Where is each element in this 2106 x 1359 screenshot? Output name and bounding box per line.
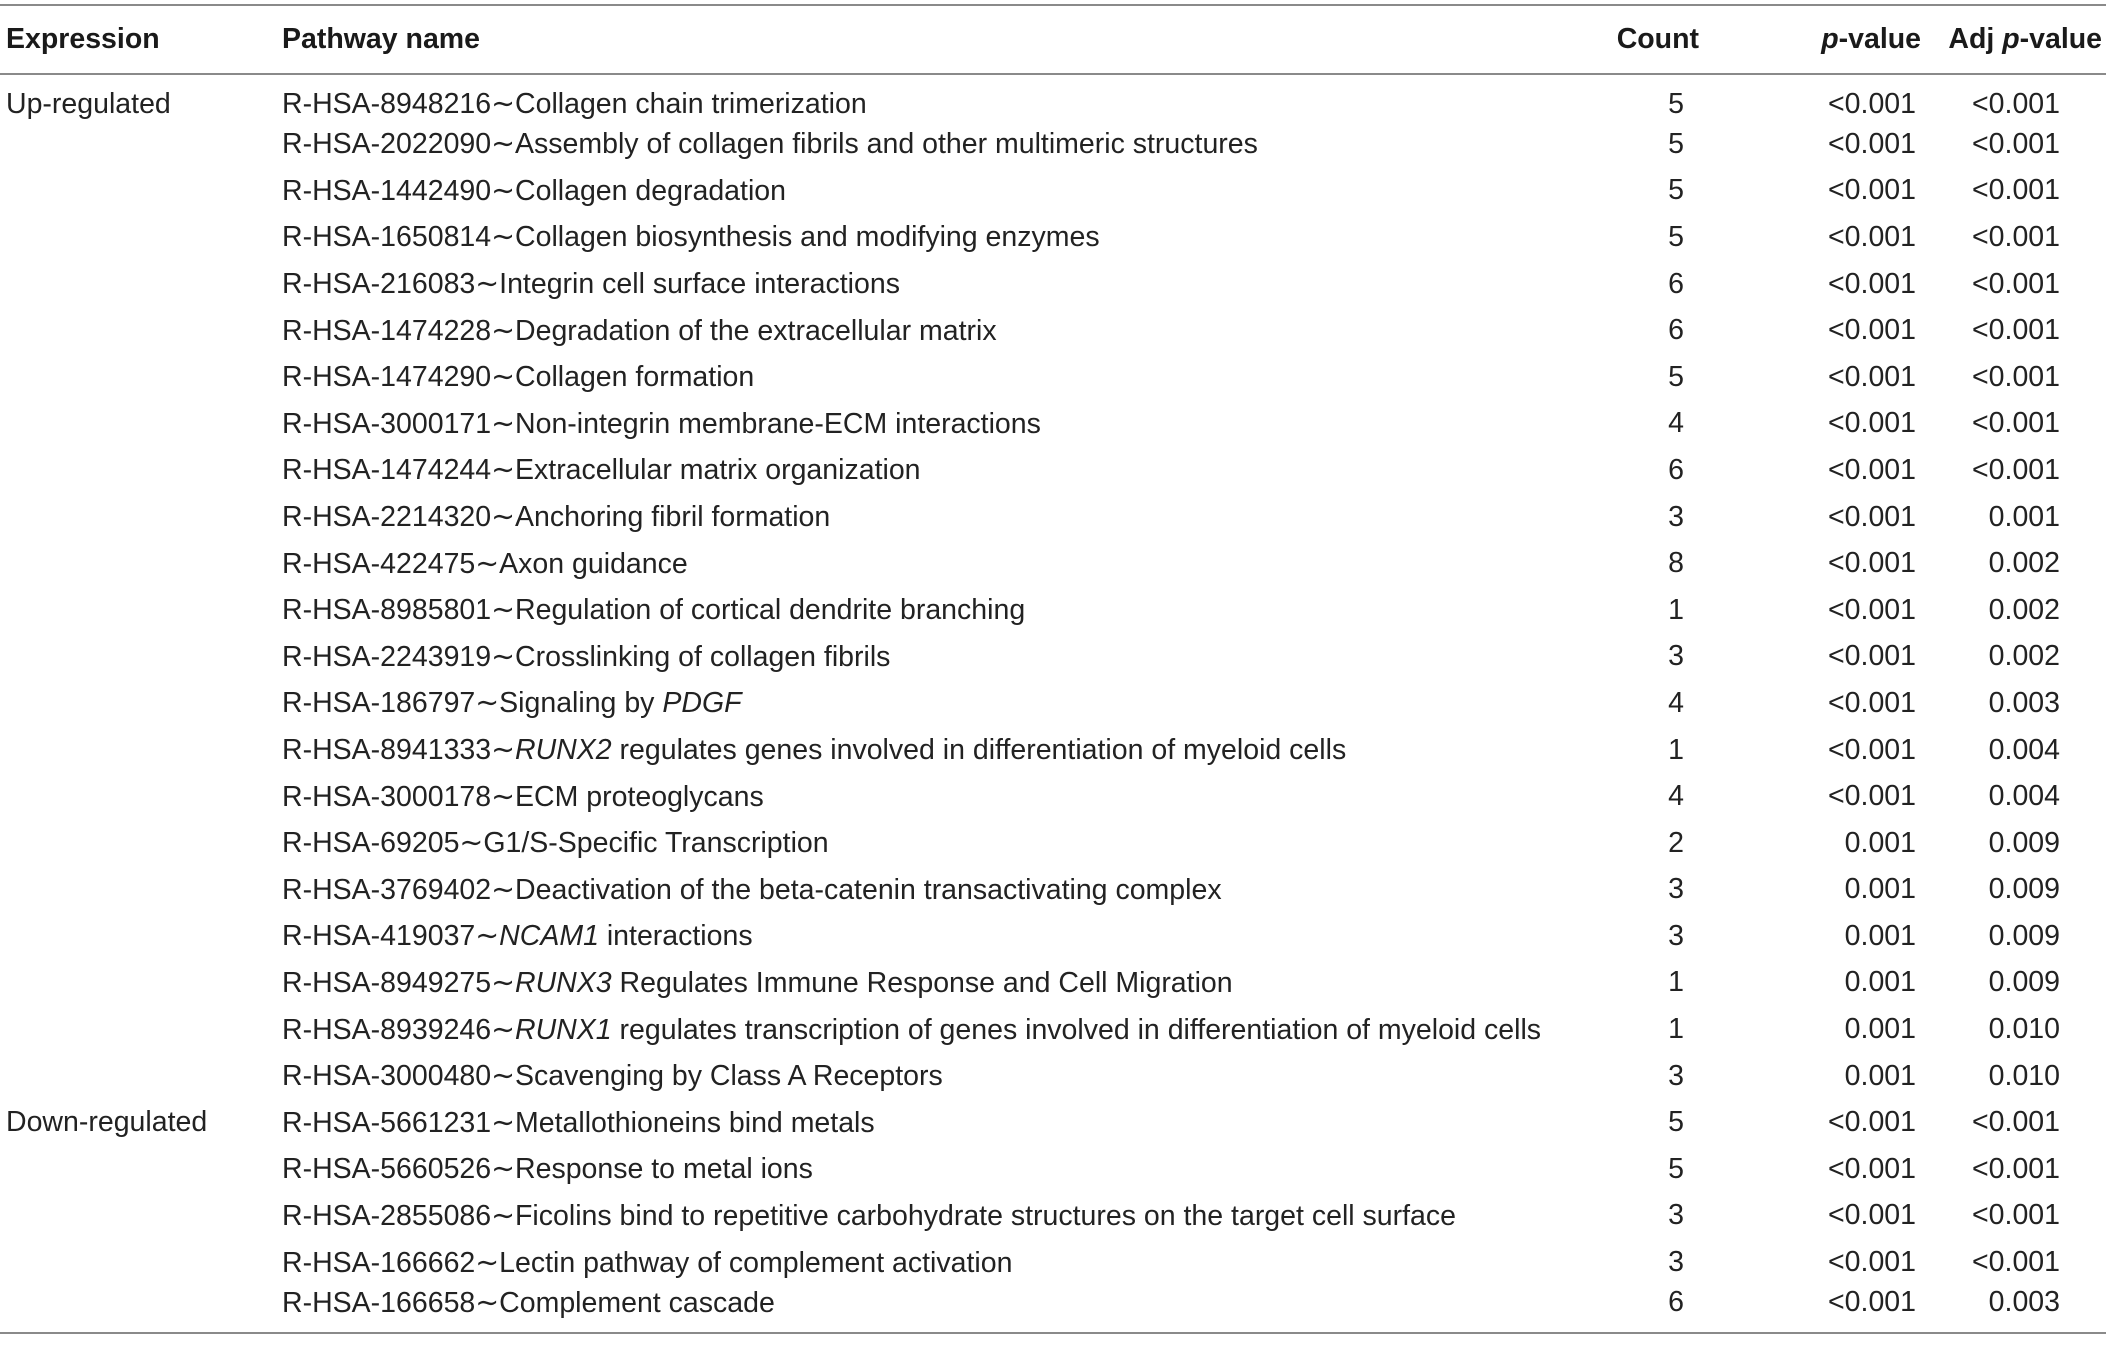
count-cell: 5 xyxy=(1668,1152,1684,1185)
pathway-separator: ∼ xyxy=(475,920,500,953)
pathway-separator: ∼ xyxy=(459,827,484,860)
pathway-separator: ∼ xyxy=(491,594,516,627)
pathway-separator: ∼ xyxy=(475,687,500,720)
p-value-cell: <0.001 xyxy=(1828,686,1916,719)
table-row xyxy=(0,773,2106,820)
pathway-name-cell xyxy=(282,307,1556,354)
pathway-name-cell xyxy=(282,74,1556,121)
pathway-text: Non-integrin membrane-ECM interactions xyxy=(515,407,1041,440)
expression-cell xyxy=(0,1006,282,1053)
table-row xyxy=(0,1286,2106,1333)
pathway-separator: ∼ xyxy=(491,734,516,767)
expression-cell xyxy=(0,867,282,914)
pathway-separator: ∼ xyxy=(475,1246,500,1279)
count-cell: 3 xyxy=(1668,873,1684,906)
pathway-gene: NCAM1 xyxy=(499,920,599,953)
pathway-name-cell xyxy=(282,261,1556,308)
pathway-text: Scavenging by Class A Receptors xyxy=(515,1060,943,1093)
header-p-suffix: -value xyxy=(1838,23,1921,55)
expression-cell xyxy=(0,261,282,308)
pathway-name-cell xyxy=(282,680,1556,727)
pathway-text: Collagen biosynthesis and modifying enzymes xyxy=(515,221,1100,254)
expression-cell xyxy=(0,354,282,401)
count-cell: 4 xyxy=(1668,780,1684,813)
pathway-text: Degradation of the extracellular matrix xyxy=(515,314,997,347)
pathway-id: R-HSA-1474290 xyxy=(282,361,492,394)
pathway-name-cell xyxy=(282,1099,1556,1146)
pathway-id: R-HSA-3000178 xyxy=(282,780,492,813)
adj-p-value-cell: 0.010 xyxy=(1988,1013,2060,1046)
pathway-name-cell xyxy=(282,1053,1556,1100)
pathway-text: Signaling by xyxy=(499,687,663,720)
table-row xyxy=(0,1193,2106,1240)
pathway-gene: RUNX2 xyxy=(515,734,612,767)
p-value-cell: <0.001 xyxy=(1828,1246,1916,1279)
pathway-text-after: regulates genes involved in differentiation of myeloid cells xyxy=(611,734,1347,767)
pathway-name-cell xyxy=(282,1286,1556,1333)
pathway-id: R-HSA-1650814 xyxy=(282,221,492,254)
pathway-name-cell xyxy=(282,540,1556,587)
count-cell: 3 xyxy=(1668,1246,1684,1279)
pathway-text: Regulation of cortical dendrite branching xyxy=(515,594,1026,627)
table-row xyxy=(0,1053,2106,1100)
pathway-id: R-HSA-8949275 xyxy=(282,966,492,999)
header-adj-prefix: Adj xyxy=(1948,23,2003,55)
p-value-cell: <0.001 xyxy=(1828,87,1916,120)
pathway-separator: ∼ xyxy=(491,640,516,673)
pathway-separator: ∼ xyxy=(491,128,516,161)
expression-cell xyxy=(0,680,282,727)
pathway-id: R-HSA-2243919 xyxy=(282,640,492,673)
pathway-name-cell xyxy=(282,401,1556,448)
adj-p-value-cell: 0.002 xyxy=(1988,640,2060,673)
pathway-id: R-HSA-3769402 xyxy=(282,873,492,906)
pathway-name-cell xyxy=(282,1239,1556,1286)
table-row xyxy=(0,401,2106,448)
adj-p-value-cell: <0.001 xyxy=(1972,1106,2060,1139)
table-row xyxy=(0,74,2106,121)
pathway-separator: ∼ xyxy=(491,174,516,207)
header-adj-p-value xyxy=(1934,5,2106,74)
expression-cell xyxy=(0,494,282,541)
table-row xyxy=(0,867,2106,914)
adj-p-value-cell: 0.002 xyxy=(1988,593,2060,626)
table-row xyxy=(0,1099,2106,1146)
expression-cell xyxy=(0,913,282,960)
header-row xyxy=(0,5,2106,74)
pathway-separator: ∼ xyxy=(491,780,516,813)
count-cell: 4 xyxy=(1668,686,1684,719)
expression-cell xyxy=(0,960,282,1007)
pathway-separator: ∼ xyxy=(491,454,516,487)
expression-cell xyxy=(0,168,282,215)
pathway-separator: ∼ xyxy=(491,873,516,906)
count-cell: 6 xyxy=(1668,314,1684,347)
table-row xyxy=(0,634,2106,681)
pathway-name-cell xyxy=(282,727,1556,774)
pathway-id: R-HSA-166662 xyxy=(282,1246,476,1279)
pathway-text: Extracellular matrix organization xyxy=(515,454,921,487)
pathway-text: Anchoring fibril formation xyxy=(515,501,831,534)
expression-cell xyxy=(0,727,282,774)
pathway-text: Collagen chain trimerization xyxy=(515,88,867,120)
pathway-name-cell xyxy=(282,913,1556,960)
pathway-name-cell xyxy=(282,587,1556,634)
expression-cell: Down-regulated xyxy=(6,1106,208,1139)
pathway-separator: ∼ xyxy=(491,407,516,440)
expression-cell xyxy=(0,773,282,820)
table-body xyxy=(0,74,2106,1333)
pathway-text: Lectin pathway of complement activation xyxy=(499,1246,1013,1279)
table-row xyxy=(0,447,2106,494)
table-row xyxy=(0,494,2106,541)
header-adj-suffix: -value xyxy=(2019,23,2102,55)
table-row xyxy=(0,1146,2106,1193)
pathway-id: R-HSA-216083 xyxy=(282,268,476,301)
p-value-cell: <0.001 xyxy=(1828,453,1916,486)
pathway-separator: ∼ xyxy=(475,547,500,580)
adj-p-value-cell: 0.010 xyxy=(1988,1059,2060,1092)
p-value-cell: 0.001 xyxy=(1844,1013,1916,1046)
pathway-name-cell xyxy=(282,168,1556,215)
expression-cell xyxy=(0,820,282,867)
adj-p-value-cell: <0.001 xyxy=(1972,1152,2060,1185)
adj-p-value-cell: <0.001 xyxy=(1972,220,2060,253)
pathway-text: Response to metal ions xyxy=(515,1153,813,1186)
p-value-cell: <0.001 xyxy=(1828,220,1916,253)
pathway-text: ECM proteoglycans xyxy=(515,780,764,813)
count-cell: 8 xyxy=(1668,547,1684,580)
expression-cell xyxy=(0,121,282,168)
pathway-id: R-HSA-2022090 xyxy=(282,128,492,161)
pathway-text: G1/S-Specific Transcription xyxy=(483,827,829,860)
adj-p-value-cell: <0.001 xyxy=(1972,174,2060,207)
pathway-text-after: Regulates Immune Response and Cell Migration xyxy=(611,966,1233,999)
pathway-name-cell xyxy=(282,634,1556,681)
adj-p-value-cell: <0.001 xyxy=(1972,453,2060,486)
count-cell: 5 xyxy=(1668,87,1684,120)
pathway-id: R-HSA-5660526 xyxy=(282,1153,492,1186)
p-value-cell: 0.001 xyxy=(1844,919,1916,952)
table-row xyxy=(0,960,2106,1007)
pathway-name-cell xyxy=(282,214,1556,261)
pathway-id: R-HSA-419037 xyxy=(282,920,476,953)
table-row xyxy=(0,680,2106,727)
p-value-cell: <0.001 xyxy=(1828,314,1916,347)
header-pathway-name: Pathway name xyxy=(282,5,1556,74)
pathway-id: R-HSA-8948216 xyxy=(282,88,492,120)
expression-cell xyxy=(0,307,282,354)
pathway-id: R-HSA-5661231 xyxy=(282,1106,492,1139)
expression-cell xyxy=(0,1286,282,1333)
expression-cell: Up-regulated xyxy=(6,87,171,120)
count-cell: 3 xyxy=(1668,500,1684,533)
pathway-separator: ∼ xyxy=(491,88,516,120)
count-cell: 5 xyxy=(1668,127,1684,160)
pathway-name-cell xyxy=(282,773,1556,820)
p-value-cell: <0.001 xyxy=(1828,593,1916,626)
adj-p-value-cell: 0.001 xyxy=(1988,500,2060,533)
expression-cell xyxy=(0,540,282,587)
pathway-id: R-HSA-8985801 xyxy=(282,594,492,627)
table-row xyxy=(0,121,2106,168)
pathway-separator: ∼ xyxy=(491,1153,516,1186)
count-cell: 1 xyxy=(1668,733,1684,766)
expression-cell xyxy=(0,587,282,634)
pathway-text: Ficolins bind to repetitive carbohydrate structures on the target cell surface xyxy=(515,1199,1456,1232)
p-value-cell: <0.001 xyxy=(1828,407,1916,440)
pathway-id: R-HSA-8941333 xyxy=(282,734,492,767)
adj-p-value-cell: 0.009 xyxy=(1988,919,2060,952)
p-value-cell: <0.001 xyxy=(1828,780,1916,813)
adj-p-value-cell: 0.004 xyxy=(1988,780,2060,813)
count-cell: 3 xyxy=(1668,1199,1684,1232)
pathway-text: Integrin cell surface interactions xyxy=(499,268,900,301)
count-cell: 5 xyxy=(1668,360,1684,393)
p-value-cell: <0.001 xyxy=(1828,174,1916,207)
pathway-text: Axon guidance xyxy=(499,547,688,580)
table-row xyxy=(0,261,2106,308)
pathway-separator: ∼ xyxy=(475,1286,500,1319)
pathway-id: R-HSA-1442490 xyxy=(282,174,492,207)
pathway-gene: PDGF xyxy=(662,687,742,720)
pathway-gene: RUNX1 xyxy=(515,1013,612,1046)
pathway-name-cell xyxy=(282,1193,1556,1240)
p-value-cell: <0.001 xyxy=(1828,547,1916,580)
pathway-separator: ∼ xyxy=(491,966,516,999)
count-cell: 1 xyxy=(1668,1013,1684,1046)
count-cell: 6 xyxy=(1668,267,1684,300)
pathway-separator: ∼ xyxy=(475,268,500,301)
pathway-name-cell xyxy=(282,1146,1556,1193)
adj-p-value-cell: <0.001 xyxy=(1972,127,2060,160)
pathway-text: Assembly of collagen fibrils and other multimeric structures xyxy=(515,128,1258,161)
pathway-name-cell xyxy=(282,960,1556,1007)
count-cell: 3 xyxy=(1668,640,1684,673)
adj-p-value-cell: <0.001 xyxy=(1972,1246,2060,1279)
pathway-text-after: regulates transcription of genes involved in differentiation of myeloid cells xyxy=(611,1013,1542,1046)
adj-p-value-cell: 0.004 xyxy=(1988,733,2060,766)
pathway-id: R-HSA-1474228 xyxy=(282,314,492,347)
adj-p-value-cell: 0.009 xyxy=(1988,966,2060,999)
pathway-text: Metallothioneins bind metals xyxy=(515,1106,875,1139)
pathway-name-cell xyxy=(282,447,1556,494)
p-value-cell: <0.001 xyxy=(1828,1199,1916,1232)
pathway-name-cell xyxy=(282,1006,1556,1053)
p-value-cell: 0.001 xyxy=(1844,873,1916,906)
expression-cell xyxy=(0,634,282,681)
table-row xyxy=(0,168,2106,215)
adj-p-value-cell: 0.009 xyxy=(1988,873,2060,906)
pathway-id: R-HSA-8939246 xyxy=(282,1013,492,1046)
table-row xyxy=(0,1239,2106,1286)
expression-cell xyxy=(0,214,282,261)
pathway-id: R-HSA-3000480 xyxy=(282,1060,492,1093)
p-value-cell: 0.001 xyxy=(1844,966,1916,999)
table-row xyxy=(0,727,2106,774)
pathway-id: R-HSA-2855086 xyxy=(282,1199,492,1232)
header-count: Count xyxy=(1556,5,1774,74)
pathway-separator: ∼ xyxy=(491,221,516,254)
pathway-text: Collagen formation xyxy=(515,361,755,394)
table-row xyxy=(0,214,2106,261)
header-p-italic: p xyxy=(1821,23,1839,55)
pathway-name-cell xyxy=(282,820,1556,867)
adj-p-value-cell: 0.003 xyxy=(1934,1286,2106,1333)
adj-p-value-cell: <0.001 xyxy=(1972,267,2060,300)
pathway-table xyxy=(0,4,2106,1334)
p-value-cell: <0.001 xyxy=(1828,1152,1916,1185)
table-row xyxy=(0,587,2106,634)
header-expression: Expression xyxy=(0,5,282,74)
pathway-gene: RUNX3 xyxy=(515,966,612,999)
p-value-cell: <0.001 xyxy=(1828,360,1916,393)
pathway-name-cell xyxy=(282,354,1556,401)
table-row xyxy=(0,354,2106,401)
expression-cell xyxy=(0,1193,282,1240)
table-header xyxy=(0,5,2106,74)
expression-cell xyxy=(0,1239,282,1286)
header-adj-italic: p xyxy=(2002,23,2020,55)
expression-cell xyxy=(0,447,282,494)
p-value-cell: <0.001 xyxy=(1828,1106,1916,1139)
table-row xyxy=(0,307,2106,354)
pathway-id: R-HSA-422475 xyxy=(282,547,476,580)
pathway-id: R-HSA-3000171 xyxy=(282,407,492,440)
pathway-name-cell xyxy=(282,867,1556,914)
expression-cell xyxy=(0,1053,282,1100)
pathway-separator: ∼ xyxy=(491,1106,516,1139)
p-value-cell: <0.001 xyxy=(1828,127,1916,160)
p-value-cell: <0.001 xyxy=(1828,267,1916,300)
count-cell: 4 xyxy=(1668,407,1684,440)
adj-p-value-cell: <0.001 xyxy=(1972,314,2060,347)
pathway-separator: ∼ xyxy=(491,501,516,534)
pathway-separator: ∼ xyxy=(491,1060,516,1093)
count-cell: 6 xyxy=(1668,453,1684,486)
pathway-name-cell xyxy=(282,494,1556,541)
table-row xyxy=(0,913,2106,960)
count-cell: 3 xyxy=(1668,1059,1684,1092)
count-cell: 1 xyxy=(1668,593,1684,626)
p-value-cell: <0.001 xyxy=(1828,733,1916,766)
pathway-separator: ∼ xyxy=(491,1013,516,1046)
pathway-separator: ∼ xyxy=(491,1199,516,1232)
p-value-cell: 0.001 xyxy=(1844,826,1916,859)
adj-p-value-cell: <0.001 xyxy=(1972,407,2060,440)
pathway-name-cell xyxy=(282,121,1556,168)
count-cell: 5 xyxy=(1668,220,1684,253)
table-row xyxy=(0,540,2106,587)
count-cell: 3 xyxy=(1668,919,1684,952)
expression-cell xyxy=(0,401,282,448)
p-value-cell: <0.001 xyxy=(1828,500,1916,533)
pathway-text-after: interactions xyxy=(598,920,753,953)
count-cell: 6 xyxy=(1556,1286,1774,1333)
pathway-id: R-HSA-166658 xyxy=(282,1286,476,1319)
count-cell: 5 xyxy=(1668,1106,1684,1139)
count-cell: 1 xyxy=(1668,966,1684,999)
adj-p-value-cell: <0.001 xyxy=(1972,87,2060,120)
table-row xyxy=(0,1006,2106,1053)
pathway-id: R-HSA-69205 xyxy=(282,827,460,860)
pathway-text: Crosslinking of collagen fibrils xyxy=(515,640,891,673)
p-value-cell: <0.001 xyxy=(1774,1286,1934,1333)
table-row xyxy=(0,820,2106,867)
p-value-cell: <0.001 xyxy=(1828,640,1916,673)
pathway-id: R-HSA-1474244 xyxy=(282,454,492,487)
pathway-separator: ∼ xyxy=(491,361,516,394)
expression-cell xyxy=(0,1146,282,1193)
pathway-text: Collagen degradation xyxy=(515,174,786,207)
pathway-separator: ∼ xyxy=(491,314,516,347)
count-cell: 2 xyxy=(1668,826,1684,859)
pathway-text: Complement cascade xyxy=(499,1286,775,1319)
adj-p-value-cell: 0.009 xyxy=(1988,826,2060,859)
pathway-text: Deactivation of the beta-catenin transactivating complex xyxy=(515,873,1222,906)
adj-p-value-cell: 0.003 xyxy=(1988,686,2060,719)
p-value-cell: 0.001 xyxy=(1844,1059,1916,1092)
adj-p-value-cell: 0.002 xyxy=(1988,547,2060,580)
pathway-id: R-HSA-2214320 xyxy=(282,501,492,534)
adj-p-value-cell: <0.001 xyxy=(1972,360,2060,393)
adj-p-value-cell: <0.001 xyxy=(1972,1199,2060,1232)
header-p-value xyxy=(1774,5,1934,74)
pathway-id: R-HSA-186797 xyxy=(282,687,476,720)
count-cell: 5 xyxy=(1668,174,1684,207)
